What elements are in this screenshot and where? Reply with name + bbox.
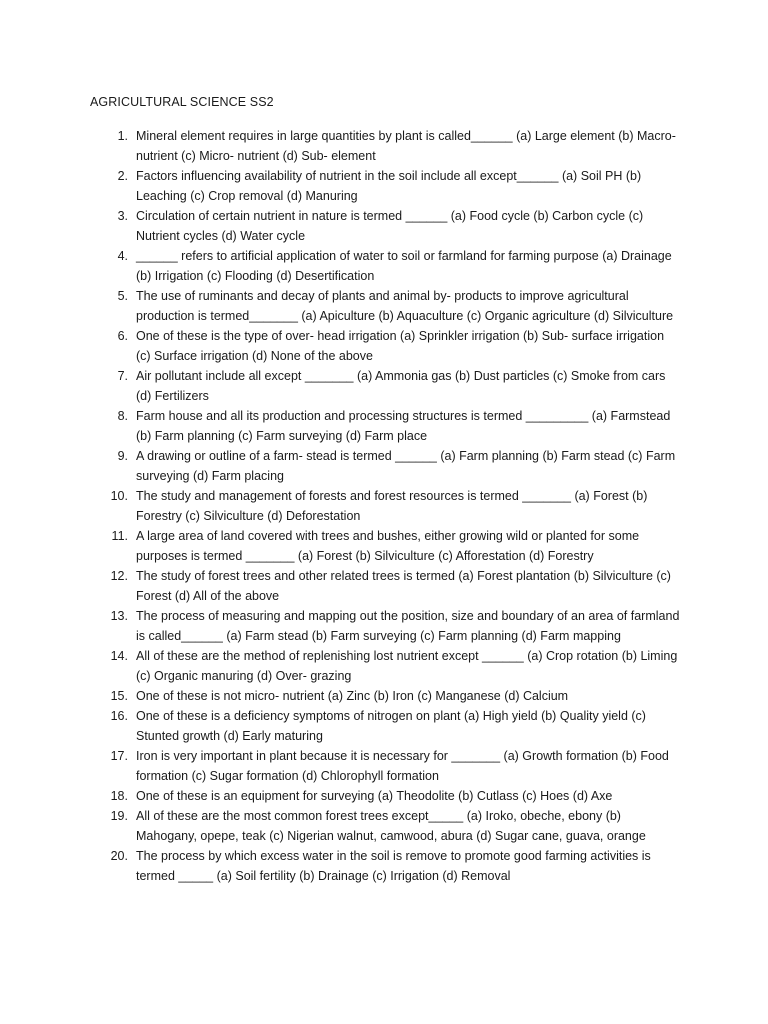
document-title: AGRICULTURAL SCIENCE SS2 (90, 95, 274, 109)
question-item (0, 806, 768, 846)
question-number: 3. (117, 209, 128, 223)
question-text: Factors influencing availability of nutrient in the soil include all except______ (a) Soil PH (b) Leaching (c) Crop removal (d) Manuring (136, 169, 642, 203)
question-text: All of these are the most common forest trees except_____ (a) Iroko, obeche, ebony (b) Mahogany, opepe, teak (c) Nigerian walnut, camwood, abura (d) Sugar cane, guava, orange (136, 809, 646, 843)
question-item (0, 686, 768, 706)
question-item (0, 486, 768, 526)
question-item (0, 706, 768, 746)
question-number: 5. (117, 289, 128, 303)
question-item (0, 746, 768, 786)
question-item (0, 206, 768, 246)
question-item (0, 566, 768, 606)
question-number: 13. (110, 609, 128, 623)
question-text: Air pollutant include all except _______ (a) Ammonia gas (b) Dust particles (c) Smoke from cars (d) Fertilizers (136, 369, 666, 403)
question-number: 10. (110, 489, 128, 503)
question-text: The process of measuring and mapping out the position, size and boundary of an area of farmland is called______ (a) Farm stead (b) Farm surveying (c) Farm planning (d) Farm mapping (136, 609, 680, 643)
question-number: 8. (117, 409, 128, 423)
question-item (0, 446, 768, 486)
question-list (0, 126, 768, 886)
question-item (0, 126, 768, 166)
question-item (0, 166, 768, 206)
question-text: One of these is an equipment for surveying (a) Theodolite (b) Cutlass (c) Hoes (d) Axe (136, 789, 613, 803)
question-text: Circulation of certain nutrient in nature is termed ______ (a) Food cycle (b) Carbon cycle (c) Nutrient cycles (d) Water cycle (136, 209, 644, 243)
question-item (0, 286, 768, 326)
question-number: 12. (110, 569, 128, 583)
question-number: 2. (117, 169, 128, 183)
question-item (0, 606, 768, 646)
question-number: 20. (110, 849, 128, 863)
question-text: Mineral element requires in large quantities by plant is called______ (a) Large element (b) Macro- nutrient (c) Micro- nutrient (d) Sub- element (136, 129, 676, 163)
question-number: 19. (110, 809, 128, 823)
question-item (0, 646, 768, 686)
question-number: 17. (110, 749, 128, 763)
question-text: ______ refers to artificial application of water to soil or farmland for farming purpose (a) Drainage (b) Irrigation (c) Flooding (d) Desertification (136, 249, 672, 283)
question-number: 9. (117, 449, 128, 463)
question-text: The process by which excess water in the soil is remove to promote good farming activities is termed _____ (a) Soil fertility (b) Drainage (c) Irrigation (d) Removal (136, 849, 651, 883)
question-item (0, 526, 768, 566)
question-number: 4. (117, 249, 128, 263)
question-number: 7. (117, 369, 128, 383)
question-text: A large area of land covered with trees and bushes, either growing wild or planted for some purposes is termed _______ (a) Forest (b) Silviculture (c) Afforestation (d) Forestry (136, 529, 640, 563)
question-text: The study and management of forests and forest resources is termed _______ (a) Forest (b) Forestry (c) Silviculture (d) Deforestation (136, 489, 648, 523)
question-text: The use of ruminants and decay of plants and animal by- products to improve agricultural production is termed_______ (a) Apiculture (b) Aquaculture (c) Organic agriculture (d) Silviculture (136, 289, 674, 323)
question-number: 6. (117, 329, 128, 343)
question-text: One of these is the type of over- head irrigation (a) Sprinkler irrigation (b) Sub- surface irrigation (c) Surface irrigation (d) None of the above (136, 329, 665, 363)
question-item (0, 246, 768, 286)
question-number: 14. (110, 649, 128, 663)
question-item (0, 786, 768, 806)
question-item (0, 846, 768, 886)
question-item (0, 326, 768, 366)
question-text: A drawing or outline of a farm- stead is termed ______ (a) Farm planning (b) Farm stead (c) Farm surveying (d) Farm placing (136, 449, 676, 483)
question-number: 15. (110, 689, 128, 703)
question-text: One of these is not micro- nutrient (a) Zinc (b) Iron (c) Manganese (d) Calcium (136, 689, 569, 703)
question-text: The study of forest trees and other related trees is termed (a) Forest plantation (b) Silviculture (c) Forest (d) All of the above (136, 569, 671, 603)
question-item (0, 366, 768, 406)
question-number: 16. (110, 709, 128, 723)
question-text: Farm house and all its production and processing structures is termed _________ (a) Farmstead (b) Farm planning (c) Farm surveying (d) Farm place (136, 409, 671, 443)
question-text: All of these are the method of replenishing lost nutrient except ______ (a) Crop rotation (b) Liming (c) Organic manuring (d) Over- grazing (136, 649, 678, 683)
question-number: 1. (117, 129, 128, 143)
question-text: Iron is very important in plant because it is necessary for _______ (a) Growth formation (b) Food formation (c) Sugar formation (d) Chlorophyll formation (136, 749, 669, 783)
question-number: 11. (111, 529, 128, 543)
question-text: One of these is a deficiency symptoms of nitrogen on plant (a) High yield (b) Quality yield (c) Stunted growth (d) Early maturing (136, 709, 646, 743)
question-number: 18. (110, 789, 128, 803)
question-item (0, 406, 768, 446)
